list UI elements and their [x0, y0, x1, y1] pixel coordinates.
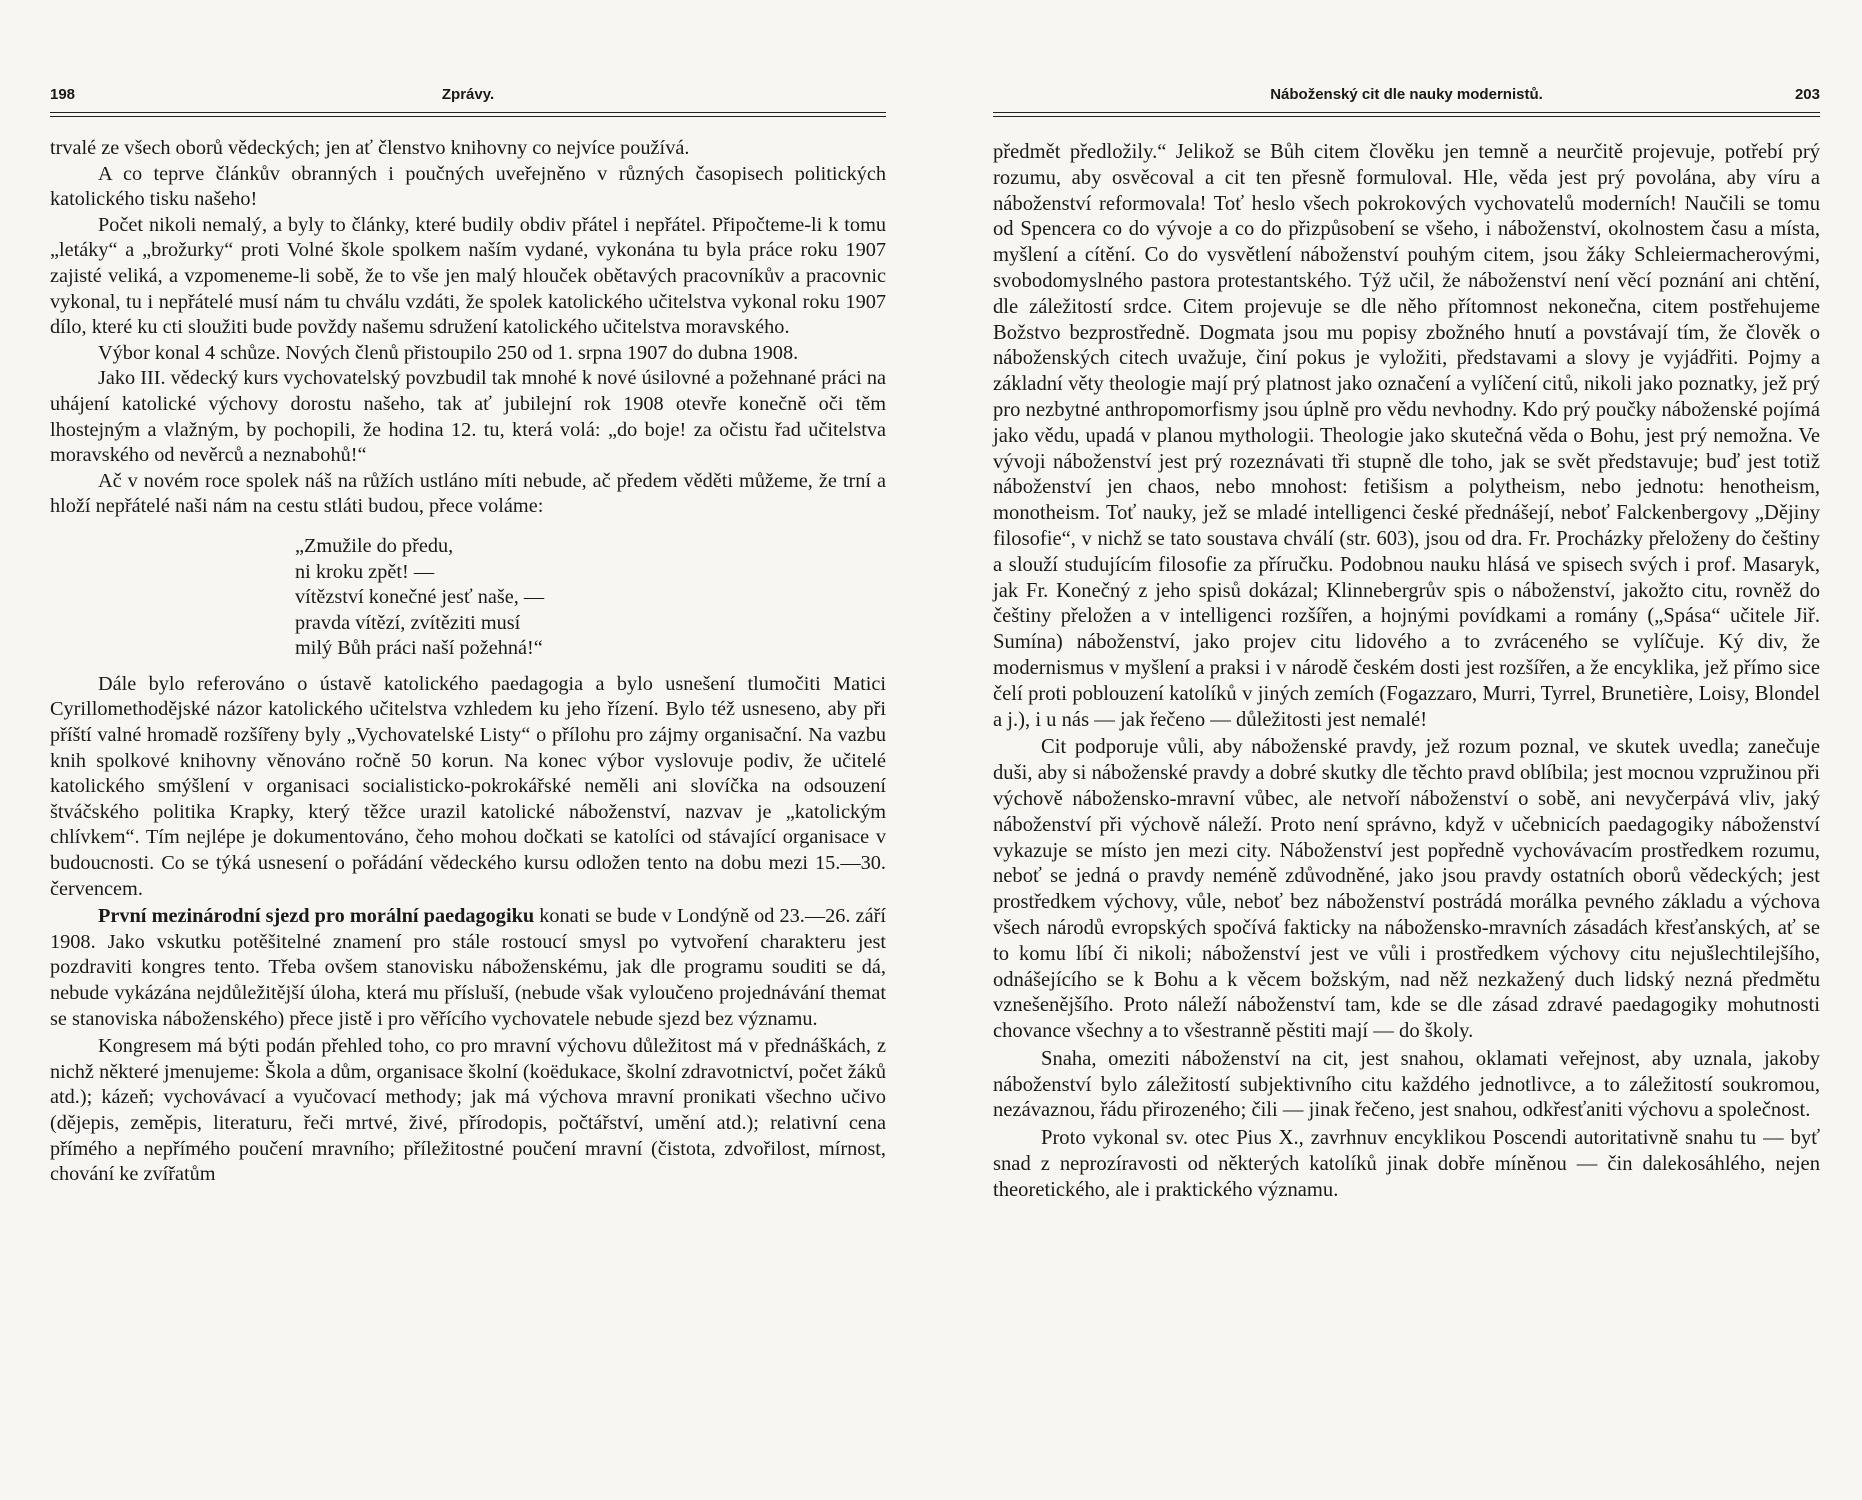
right-body-text — [993, 140, 1820, 1204]
running-header — [50, 86, 886, 110]
paragraph-text: konati se bude v Londýně od 23.—26. září 1908. Jako vskutku potěšitelné znamení pro stále rostoucí smysl po vytvoření charakteru jest pozdraviti kongres tento. Třeba ovšem stanovisku náboženskému, jak dle programu souditi se dá, nebude vykázána nejdůležitější úloha, která mu přísluší, (nebude však vyloučeno projednávání themat se stanoviska náboženského) přece jistě i pro věřícího vychovatele nebude sjezd bez významu. — [50, 905, 887, 1030]
poem-line: „Zmužile do předu, — [295, 534, 454, 557]
header-rule — [50, 112, 886, 117]
paragraph: Dále bylo referováno o ústavě katolického paedagogia a bylo usnešení tlumočiti Matici Cyrillomethodějské názor katolického učitelstva vzhledem ku jeho řízení. Bylo též usneseno, aby při příští valné hromadě rozšířeny byly „Vychovatelské Listy“ o přílohu pro zájmy organisační. Na vazbu knih spolkové knihovny věnováno ročně 50 korun. Na konec výbor vyslovuje podiv, že učitelé katolického smýšlení v organisaci socialisticko-pokrokářské neměli ani slovíčka na odsouzení štváčského politika Krapky, který těžce urazil katolické náboženství, nazvav je „katolickým chlívkem“. Tím nejlépe je dokumentováno, čeho mohou dočkati se katolíci od stávající organisace v budoucnosti. Co se týká usnesení o pořádání vědeckého kursu odložen tento na dobu mezi 15.—30. červencem. — [50, 672, 886, 900]
running-header — [993, 86, 1820, 110]
header-rule — [993, 112, 1820, 117]
left-body-text — [50, 136, 886, 1188]
poem-line: ni kroku zpět! — — [295, 560, 435, 583]
paragraph: A co teprve článkův obranných i poučných uveřejněno v různých časopisech politických katolického tisku našeho! — [50, 162, 886, 211]
paragraph: Počet nikoli nemalý, a byly to články, které budily obdiv přátel i nepřátel. Připočteme-li k tomu „letáky“ a „brožurky“ proti Volné škole spolkem naším vydané, vykonána tu byla práce roku 1907 zajisté veliká, a vzpomeneme-li sobě, že to vše jen malý hlouček obětavých pracovníkův a pracovnic vykonal, tu i nepřátelé musí nám tu chválu vzdáti, že spolek katolického učitelstva vykonal roku 1907 dílo, které ku cti sloužiti bude povždy našemu sdružení katolického učitelstva moravského. — [50, 213, 886, 339]
page-number: 198 — [50, 86, 76, 103]
paragraph: Snaha, omeziti náboženství na cit, jest snahou, oklamati veřejnost, aby uznala, jakoby náboženství bylo záležitostí subjektivního citu každého jednotlivce, a to záležitostí soukromou, nezávaznou, řádu přirozeného; čili — jinak řečeno, jest snahou, odkřesťaniti výchovu a společnost. — [993, 1047, 1820, 1122]
section-heading: První mezinárodní sjezd pro morální paedagogiku — [98, 905, 535, 928]
page-number: 203 — [1794, 86, 1820, 103]
paragraph: Cit podporuje vůli, aby náboženské pravdy, jež rozum poznal, ve skutek uvedla; zanečuje duši, aby si náboženské pravdy a dobré skutky dle těchto pravd oblíbila; jest mocnou vzpružinou při výchově nábožensko-mravní vůbec, ale netvoří náboženství o sobě, ani nevyčerpává vliv, jaký náboženství při výchově náleží. Proto není správno, když v učebnicích paedagogiky náboženství vykazuje se místo jen mezi city. Náboženství jest popředně vychovávacím prostředkem rozumu, neboť se jedná o pravdy neméně zdůvodněné, jako jsou pravdy ostatních oborů vědeckých; jest prostředkem výchovy, vůle, neboť bez náboženství postrádá morálka pevného základu a výchova všech národů evropských spočívá fakticky na nábožensko-mravních zásadách křesťanských, ať se to komu líbí či nikoli; náboženství jest ve vůli i prostředkem výchovy citu nejušlechtilejšího, odnášejícího se k Bohu a k věcem božským, nad něž nezkažený duch lidský nezná předmětu vznešenějšího. Proto náleží náboženství tam, kde se dle zásad zdravé paedagogiky mohutnosti chovance všechny a to všestranně pěstiti mají — do školy. — [993, 736, 1820, 1043]
poem-line: pravda vítězí, zvítěziti musí — [295, 611, 521, 634]
paragraph: trvalé ze všech oborů vědeckých; jen ať členstvo knihovny co nejvíce používá. — [50, 137, 690, 159]
left-page — [50, 0, 886, 1500]
paragraph: Výbor konal 4 schůze. Nových členů přistoupilo 250 od 1. srpna 1907 do dubna 1908. — [98, 341, 799, 364]
paragraph: Ač v novém roce spolek náš na růžích ustláno míti nebude, ač předem věděti můžeme, že trní a hloží nepřátelé naši nám na cestu stláti budou, přece voláme: — [50, 469, 886, 518]
paragraph: Proto vykonal sv. otec Pius X., zavrhnuv encyklikou Poscendi autoritativně snahu tu — byť snad z neprozíravosti od některých katolíků jinak dobře míněnou — čin dalekosáhlého, nejen theoretického, ale i praktického významu. — [993, 1127, 1820, 1201]
poem — [295, 534, 886, 662]
running-head-title: Náboženský cit dle nauky modernistů. — [1270, 86, 1543, 103]
paragraph — [50, 904, 886, 1032]
paragraph: předmět předložily.“ Jelikož se Bůh citem člověku jen temně a neurčitě projevuje, potřebí prý rozumu, aby osvěcoval a cit ten přesně formuloval. Hle, věda jest prý povolána, aby víru a náboženství reformovala! Toť heslo všech pokrokových vychovatelů moderních! Naučili se tomu od Spencera co do vývoje a co do přizpůsobení se všeho, i náboženství, okolnostem času a místa, myšlení a cítění. Co do vysvětlení náboženství pouhým citem, jsou žáky Schleiermacherovými, svobodomyslného pastora protestantského. Týž učil, že náboženství není věcí poznání ani chtění, dle záležitostí srdce. Citem projevuje se dle něho přítomnost nekonečna, citem postřehujeme Božstvo bezprostředně. Dogmata jsou mu popisy zbožného hnutí a povstávají tím, že člověk o náboženských citech uvažuje, činí pokus je vyložiti, představami a slovy je vyjádřiti. Pojmy a základní věty theologie mají prý platnost jako označení a vylíčení citů, nikoli jako poznatky, jež prý pro nezbytné anthropomorfismy jsou úplně pro vědu nevhodny. Kdo prý poučky náboženské pojímá jako vědu, upadá v planou mythologii. Theologie jako skutečná věda o Bohu, jest prý nemožna. Ve vývoji náboženství jest prý rozeznávati tři stupně dle toho, jak se svět představuje; buď jest totiž náboženství jen chaos, nebo mnohost: fetišism a polytheism, nebo jednotu: henotheism, monotheism. Toť nauky, jež se mladé intelligenci české přednášejí, neboť Falckenbergovy „Dějiny filosofie“, v nichž se tato soustava chválí (str. 603), jsou od dra. Fr. Procházky přeloženy do češtiny a slouží studujícím filosofie za příručku. Podobnou nauku hlásá ve spisech svých i prof. Masaryk, jak Fr. Konečný z jeho spisů dokázal; Klinnebergrův spis o náboženství, jakožto citu, rovněž do češtiny přeložen a v intelligenci rozšířen, a hojnými povídkami a romány („Spása“ učitele Jiř. Sumína) náboženství, jako projev citu lidového a to zvráceného se vylíčuje. Ký div, že modernismus v myšlení a praksi i v národě českém dosti jest rozšířen, a že encyklika, jež přímo sice čelí proti poblouzení katolíků v jiných zemích (Fogazzaro, Murri, Tyrrel, Brunetière, Loisy, Blondel a j.), i u nás — jak řečeno — důležitosti jest nemalé! — [993, 141, 1820, 731]
poem-line: milý Bůh práci naší požehná!“ — [295, 637, 543, 660]
paragraph: Kongresem má býti podán přehled toho, co pro mravní výchovu důležitost má v přednáškách, z nichž některé jmenujeme: Škola a dům, organisace školní (koëdukace, školní zdravotnictví, počet žáků atd.); kázeň; vychovávací a vyučovací methody; jak má výchova mravní pronikati všechno učivo (dějepis, zeměpis, literaturu, řeči mrtvé, živé, přírodopis, počtářství, umění atd.); relativní cena přímého a nepřímého poučení mravního; příležitostné poučení mravní (čistota, zdvořilost, mírnost, chování ke zvířatům — [50, 1035, 886, 1186]
right-page — [993, 0, 1820, 1500]
poem-line: vítězství konečné jesť naše, — — [295, 586, 545, 609]
paragraph: Jako III. vědecký kurs vychovatelský povzbudil tak mnohé k nové úsilovné a požehnané práci na uhájení katolické výchovy dorostu našeho, tak ať jubilejní rok 1908 otevře konečně oči těm lhostejným a vlažným, by pochopili, že hodina 12. tu, která volá: „do boje! za očistu řad učitelstva moravského od nevěrců a neznabohů!“ — [50, 367, 886, 467]
running-head-title: Zprávy. — [441, 86, 495, 103]
